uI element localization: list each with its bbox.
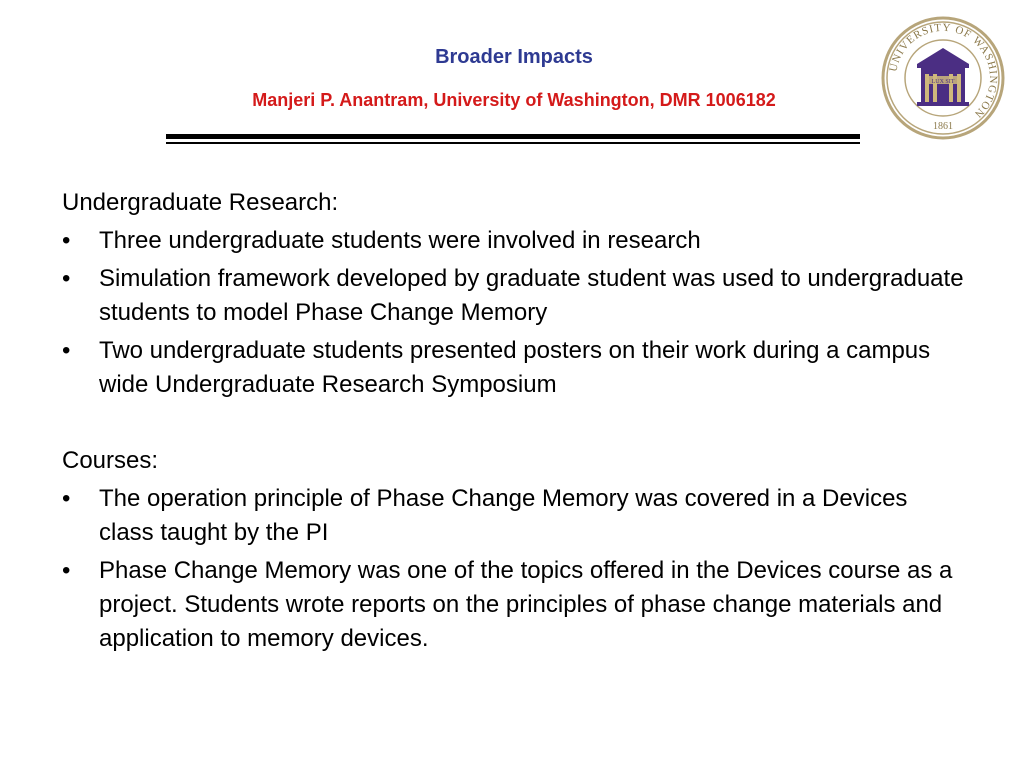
undergraduate-research-list: [62, 224, 967, 402]
bullet-icon: •: [62, 485, 71, 512]
list-item: [62, 224, 967, 258]
list-item: [62, 334, 967, 402]
slide-subtitle: Manjeri P. Anantram, University of Washington, DMR 1006182: [252, 90, 776, 110]
slide-body: [62, 186, 967, 660]
header-rule-thick: [166, 134, 860, 139]
list-item: [62, 554, 967, 656]
list-item-text: Two undergraduate students presented posters on their work during a campus wide Undergraduate Research Symposium: [99, 337, 931, 398]
section-heading-courses: Courses:: [62, 447, 159, 474]
seal-ring-text: UNIVERSITY OF WASHINGTON: [887, 21, 1000, 121]
university-seal-logo: [881, 16, 1005, 140]
bullet-icon: •: [62, 265, 71, 292]
list-item-text: Simulation framework developed by graduate student was used to undergraduate students to model Phase Change Memory: [99, 265, 964, 326]
list-item: [62, 482, 967, 550]
bullet-icon: •: [62, 337, 71, 364]
header-rule-thin: [166, 142, 860, 144]
list-item: [62, 262, 967, 330]
seal-motto: LUX SIT: [931, 79, 955, 85]
section-heading-undergraduate-research: Undergraduate Research:: [62, 189, 339, 216]
slide-title: Broader Impacts: [435, 46, 593, 68]
list-item-text: Phase Change Memory was one of the topics offered in the Devices course as a project. Students wrote reports on the principles of phase change materials and application to memory devices.: [99, 557, 953, 652]
list-item-text: Three undergraduate students were involved in research: [99, 227, 701, 254]
courses-list: [62, 482, 967, 656]
list-item-text: The operation principle of Phase Change Memory was covered in a Devices class taught by the PI: [99, 485, 908, 546]
seal-year: 1861: [933, 121, 953, 132]
bullet-icon: •: [62, 557, 71, 584]
bullet-icon: •: [62, 227, 71, 254]
